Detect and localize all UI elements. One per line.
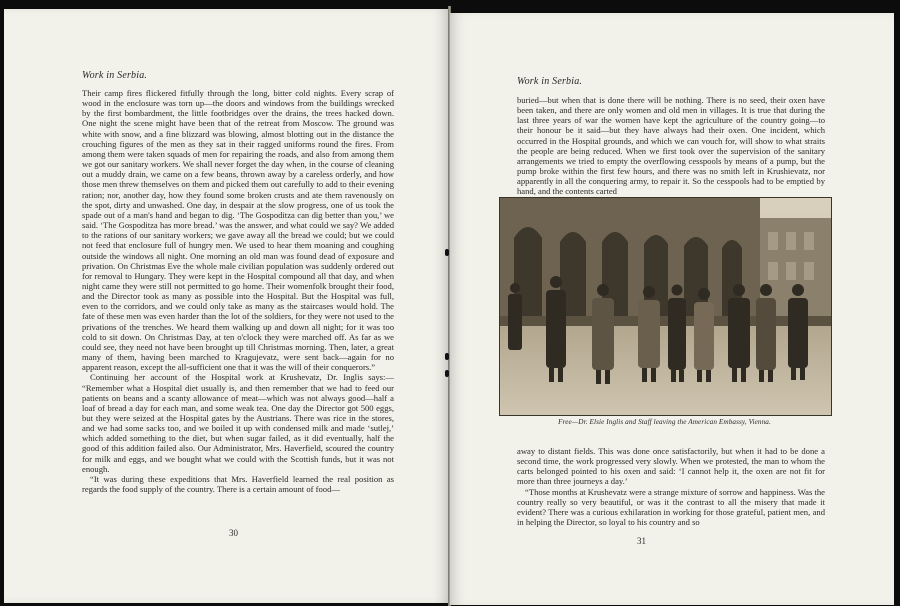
paragraph: Their camp fires flickered fitfully through the long, bitter cold nights. Every scrap of wood in the enclosure was torn up—the doors and windows from the buildings wrecked by the first bombardment, the little footbridges over the drains, the trees hacked down. One night the scene might have been that of the retreat from Moscow. The ground was white with snow, and a fine blizzard was blowing, almost blotting out in the distance the crouching figures of the men as they sat in their ragged uniforms round the fires. From among them were taken squads of men for repairing the roads, and also from among them we got our sanitary workers. We shall never forget the day when, in the course of cleaning out a muddy drain, we came on a few beans, thrown away by a careless orderly, and how those men threw themselves on them and picked them out carefully to add to their evening ration; nor, another day, how they found some broken crusts and ate them ravenously on the spot, dirty and unwashed. One day, in despair at the slow progress, one of us took the spade out of a man's hand and began to dig. ‘The Gospoditza can dig better than you,’ we said. ‘The Gospoditza has more bread.’ was the answer, and what could we say? We added to the rations of our sanitary workers; we gave away all the bread we could; but we could not feed that enclosure full of hungry men. We used to hear them moaning and coughing outside the windows all night. One morning an old man was found dead of exposure and privation. On Christmas Eve the whole male civilian population was suddenly ordered out for removal to Hungary. They were kept in the Hospital compound all that day, and when night came they were still not permitted to go home. Their womenfolk brought their food, and the Director took as many as possible into the Hospital. But the Hospital was full, even to the corridors, and we could only take as many as the staircases would hold. The fate of these men was even harder than the lot of the soldiers, for they were not used to the privations of the trenches. We heard them walking up and down all night; for it was too cold to sit down. On Christmas Day, at ten o'clock they were marched off. As far as we could see, they need not have been brought up till Christmas morning. Then, later, a great many of them, having been marched to Kragujevatz, were sent back—again for no apparent reason, except the all-sufficient one that it was the will of their conquerors.”	[82, 88, 394, 373]
right-page	[450, 13, 894, 605]
paragraph: buried—but when that is done there will be nothing. There is no seed, their oxen have been taken, and there are only women and old men in villages. It is true that during the last three years of war the women have kept the agriculture of the country going—to their honour be it said—but they have always had their oxen. One incident, which occurred in the Hospital grounds, and which we can vouch for, will show to what straits the people are being reduced. When we first took over the supervision of the sanitary arrangements we tried to empty the overflowing cesspools by means of a pump, but the pump broke within the first few hours, and there was no smith left in Krushievatz, nor apparently in all the conquering army, to repair it. So the cesspools had to be emptied by hand, and the contents carted	[517, 95, 825, 197]
photo-caption: Free—Dr. Elsie Inglis and Staff leaving the American Embassy, Vienna.	[558, 418, 771, 426]
running-head-right: Work in Serbia.	[517, 76, 583, 87]
left-page-body	[82, 88, 394, 494]
photograph	[499, 197, 832, 416]
paragraph: “It was during these expeditions that Mrs. Haverfield learned the real position as regards the food supply of the country. There is a certain amount of food—	[82, 473, 394, 495]
paragraph: away to distant fields. This was done once satisfactorily, but when it had to be done a second time, the work progressed very slowly. When we protested, the man to whom the carts belonged pointed to his oxen and said: ‘I cannot help it, the oxen are not fit for more than three journeys a day.’	[517, 446, 825, 487]
binding-staple	[445, 353, 449, 360]
page-number-left: 30	[229, 528, 238, 538]
paragraph: “Those months at Krushevatz were a strange mixture of sorrow and happiness. Was the country really so very beautiful, or was it the contrast to all the misery that made it evident? There was a curious exhilaration in working for those grateful, patient men, and in helping the Director, so loyal to his country and so	[517, 486, 825, 528]
binding-staple	[445, 249, 449, 256]
binding-staple	[445, 370, 449, 377]
right-page-body-bottom	[517, 446, 825, 527]
running-head-left: Work in Serbia.	[82, 70, 148, 81]
right-page-body-top	[517, 95, 825, 197]
photo-illustration	[500, 198, 831, 415]
paragraph: Continuing her account of the Hospital work at Krushevatz, Dr. Inglis says:— “Remember what a Hospital diet usually is, and then remember that we had to feed our patients on beans and a scanty allowance of meat—which was not always good—half a loaf of bread a day for each man, and some weak tea. One day the Director got 500 eggs, but they were seized at the Hospital gates by the Austrians. There was rice in the stores, and we had some sacks too, and we boiled it up with condensed milk and made ‘sutlej,’ which added something to the diet, but when sugar failed, as it did eventually, half the good of this addition failed also. Our Administrator, Mrs. Haverfield, scoured the country for milk and eggs, and we bought what we could with the Scottish funds, but it was not enough.	[82, 372, 394, 474]
left-page	[4, 9, 449, 603]
page-number-right: 31	[637, 536, 646, 546]
